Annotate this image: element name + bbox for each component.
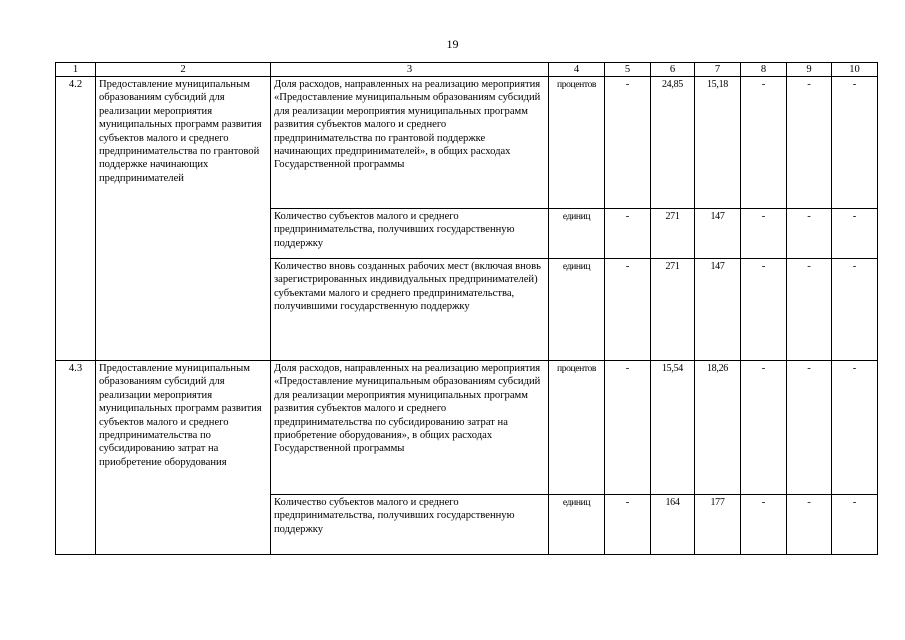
indicator-name: Количество субъектов малого и среднего предпринимательства, получивших государственную поддержку	[271, 495, 549, 555]
indicator-name: Количество субъектов малого и среднего предпринимательства, получивших государственную поддержку	[271, 209, 549, 259]
measure-name: Предоставление муниципальным образованиям субсидий для реализации мероприятия муниципальных программ развития субъектов малого и среднего предпринимательства по грантовой поддержке начинающих предпринимателей	[96, 77, 271, 361]
value-col-5: -	[605, 495, 651, 555]
value-col-6: 271	[651, 259, 695, 361]
value-col-6: 24,85	[651, 77, 695, 209]
value-col-6: 164	[651, 495, 695, 555]
value-col-5: -	[605, 361, 651, 495]
value-col-5: -	[605, 77, 651, 209]
value-col-9: -	[787, 361, 832, 495]
measure-number: 4.3	[56, 361, 96, 555]
indicator-unit: единиц	[549, 259, 605, 361]
value-col-6: 15,54	[651, 361, 695, 495]
column-number: 10	[832, 63, 878, 77]
value-col-7: 147	[695, 209, 741, 259]
value-col-5: -	[605, 209, 651, 259]
value-col-7: 147	[695, 259, 741, 361]
indicator-unit: процентов	[549, 77, 605, 209]
value-col-6: 271	[651, 209, 695, 259]
value-col-10: -	[832, 495, 878, 555]
measure-number: 4.2	[56, 77, 96, 361]
column-number: 2	[96, 63, 271, 77]
value-col-8: -	[741, 361, 787, 495]
column-number-row	[56, 63, 878, 77]
column-number: 1	[56, 63, 96, 77]
table-row	[56, 361, 878, 495]
value-col-7: 177	[695, 495, 741, 555]
indicator-unit: процентов	[549, 361, 605, 495]
column-number: 8	[741, 63, 787, 77]
value-col-9: -	[787, 77, 832, 209]
value-col-8: -	[741, 209, 787, 259]
column-number: 9	[787, 63, 832, 77]
measure-name: Предоставление муниципальным образованиям субсидий для реализации мероприятия муниципальных программ развития субъектов малого и среднего предпринимательства по субсидированию затрат на приобретение оборудования	[96, 361, 271, 555]
column-number: 3	[271, 63, 549, 77]
column-number: 7	[695, 63, 741, 77]
column-number: 5	[605, 63, 651, 77]
value-col-10: -	[832, 77, 878, 209]
value-col-10: -	[832, 361, 878, 495]
indicator-unit: единиц	[549, 495, 605, 555]
indicator-name: Количество вновь созданных рабочих мест (включая вновь зарегистрированных индивидуальных предпринимателей) субъектами малого и среднего предпринимательства, получившими государственную поддержку	[271, 259, 549, 361]
value-col-9: -	[787, 259, 832, 361]
indicator-name: Доля расходов, направленных на реализацию мероприятия «Предоставление муниципальным образованиям субсидий для реализации мероприятия муниципальных программ развития субъектов малого и среднего предпринимательства по грантовой поддержке начинающих предпринимателей», в общих расходах Государственной программы	[271, 77, 549, 209]
page-number: 19	[446, 37, 459, 51]
value-col-8: -	[741, 77, 787, 209]
value-col-7: 18,26	[695, 361, 741, 495]
value-col-8: -	[741, 495, 787, 555]
value-col-10: -	[832, 259, 878, 361]
indicator-unit: единиц	[549, 209, 605, 259]
value-col-8: -	[741, 259, 787, 361]
column-number: 6	[651, 63, 695, 77]
indicator-name: Доля расходов, направленных на реализацию мероприятия «Предоставление муниципальным образованиям субсидий для реализации мероприятия муниципальных программ развития субъектов малого и среднего предпринимательства по субсидированию затрат на приобретение оборудования», в общих расходах Государственной программы	[271, 361, 549, 495]
value-col-5: -	[605, 259, 651, 361]
table-row	[56, 77, 878, 209]
value-col-7: 15,18	[695, 77, 741, 209]
indicators-table	[55, 62, 878, 555]
value-col-9: -	[787, 209, 832, 259]
value-col-9: -	[787, 495, 832, 555]
value-col-10: -	[832, 209, 878, 259]
column-number: 4	[549, 63, 605, 77]
